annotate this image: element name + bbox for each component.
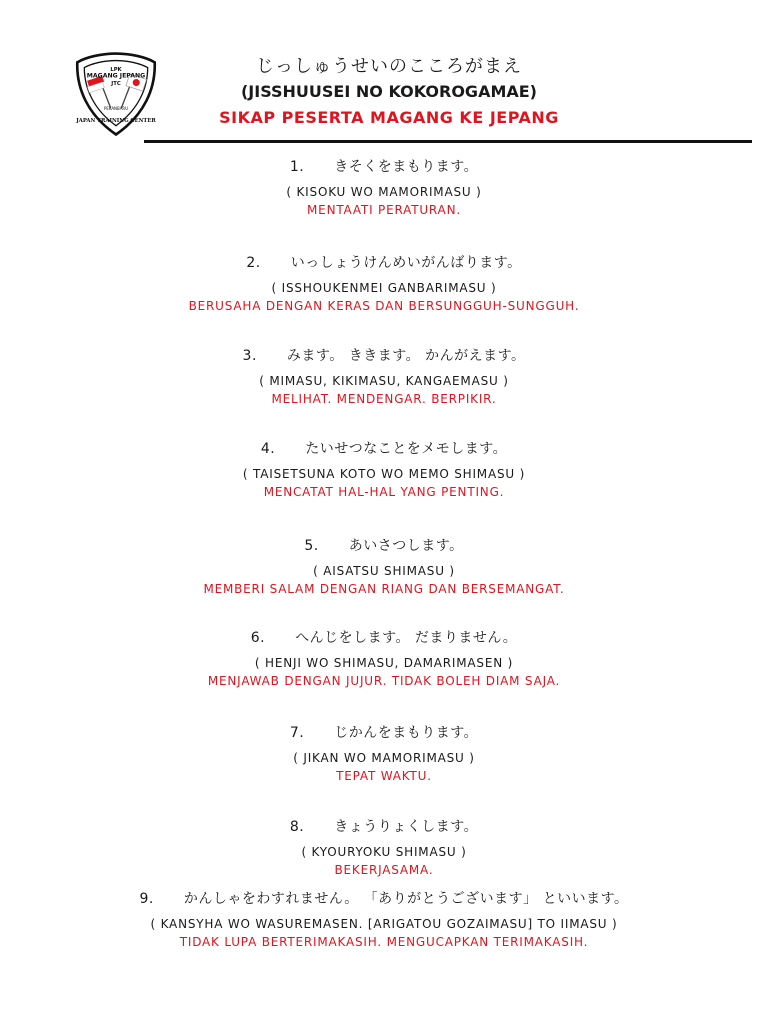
rule-romaji: ( MIMASU, KIKIMASU, KANGAEMASU ): [259, 374, 509, 388]
svg-text:JTC: JTC: [111, 81, 121, 88]
rule-item: [0, 252, 768, 313]
rule-romaji: ( KISOKU WO MAMORIMASU ): [286, 185, 482, 199]
rule-indonesian: TIDAK LUPA BERTERIMAKASIH. MENGUCAPKAN TERIMAKASIH.: [179, 935, 589, 949]
rule-number: 2.: [246, 255, 261, 271]
rule-japanese: [0, 156, 768, 176]
rule-item: [0, 627, 768, 688]
rule-indonesian: MELIHAT. MENDENGAR. BERPIKIR.: [271, 392, 497, 406]
rule-japanese: [0, 816, 768, 836]
svg-text:MAGANG JEPANG: MAGANG JEPANG: [86, 72, 146, 80]
rule-number: 8.: [289, 819, 305, 835]
svg-text:LPK: LPK: [110, 67, 122, 74]
rule-item: [0, 888, 768, 949]
rule-number: 6.: [250, 630, 266, 646]
rule-item: [0, 438, 768, 499]
rule-number: 1.: [289, 159, 305, 175]
rule-japanese: [0, 627, 768, 647]
page-title-japanese: じっしゅうせいのこころがまえ: [256, 56, 522, 77]
rule-japanese-text: じかんをまもります。: [334, 725, 479, 741]
rule-japanese-text: きそくをまもります。: [334, 159, 479, 175]
rule-japanese-text: みます。 ききます。 かんがえます。: [286, 348, 526, 364]
page-title-romaji: (JISSHUUSEI NO KOKOROGAMAE): [240, 82, 537, 101]
rule-item: [0, 345, 768, 406]
rule-indonesian: MENCATAT HAL-HAL YANG PENTING.: [263, 485, 505, 499]
rule-japanese: [0, 345, 768, 365]
rule-number: 9.: [139, 891, 154, 907]
rule-romaji: ( TAISETSUNA KOTO WO MEMO SHIMASU ): [242, 467, 526, 481]
rule-japanese: [0, 722, 768, 742]
rule-romaji: ( KYOURYOKU SHIMASU ): [301, 845, 467, 859]
rule-item: [0, 722, 768, 783]
rule-japanese-text: たいせつなことをメモします。: [305, 441, 508, 457]
rule-item: [0, 535, 768, 596]
rule-japanese-text: いっしょうけんめいがんばります。: [290, 255, 522, 271]
rule-item: [0, 816, 768, 877]
rule-indonesian: TEPAT WAKTU.: [336, 769, 432, 783]
rule-number: 7.: [289, 725, 305, 741]
rule-number: 4.: [260, 441, 276, 457]
rule-item: [0, 156, 768, 217]
rule-japanese: [0, 438, 768, 458]
rule-romaji: ( ISSHOUKENMEI GANBARIMASU ): [271, 281, 497, 295]
rule-indonesian: BERUSAHA DENGAN KERAS DAN BERSUNGGUH-SUNGGUH.: [188, 299, 580, 313]
rule-romaji: ( HENJI WO SHIMASU, DAMARIMASEN ): [254, 656, 514, 670]
rule-romaji: ( AISATSU SHIMASU ): [313, 564, 455, 578]
rule-japanese: [0, 888, 768, 908]
rule-indonesian: MEMBERI SALAM DENGAN RIANG DAN BERSEMANGAT.: [203, 582, 565, 596]
rule-japanese-text: かんしゃをわすれません。 「ありがとうございます」 といいます。: [183, 891, 629, 907]
rule-japanese-text: へんじをします。 だまりません。: [295, 630, 518, 646]
rule-romaji: ( JIKAN WO MAMORIMASU ): [293, 751, 475, 765]
rule-number: 3.: [242, 348, 257, 364]
rule-indonesian: MENJAWAB DENGAN JUJUR. TIDAK BOLEH DIAM SAJA.: [207, 674, 561, 688]
rule-indonesian: BEKERJASAMA.: [334, 863, 434, 877]
svg-text:JAPAN TRAINING CENTER: JAPAN TRAINING CENTER: [76, 118, 156, 125]
rule-japanese: [0, 252, 768, 272]
rule-indonesian: MENTAATI PERATURAN.: [307, 203, 461, 217]
header-divider: [144, 140, 752, 143]
page-title-indonesian: SIKAP PESERTA MAGANG KE JEPANG: [219, 108, 559, 127]
svg-text:PEKANBARU: PEKANBARU: [103, 105, 129, 111]
rule-japanese: [0, 535, 768, 555]
rule-japanese-text: あいさつします。: [348, 538, 464, 554]
rule-romaji: ( KANSYHA WO WASUREMASEN. [ARIGATOU GOZAIMASU] TO IIMASU ): [150, 917, 618, 931]
rule-japanese-text: きょうりょくします。: [334, 819, 479, 835]
rule-number: 5.: [304, 538, 319, 554]
